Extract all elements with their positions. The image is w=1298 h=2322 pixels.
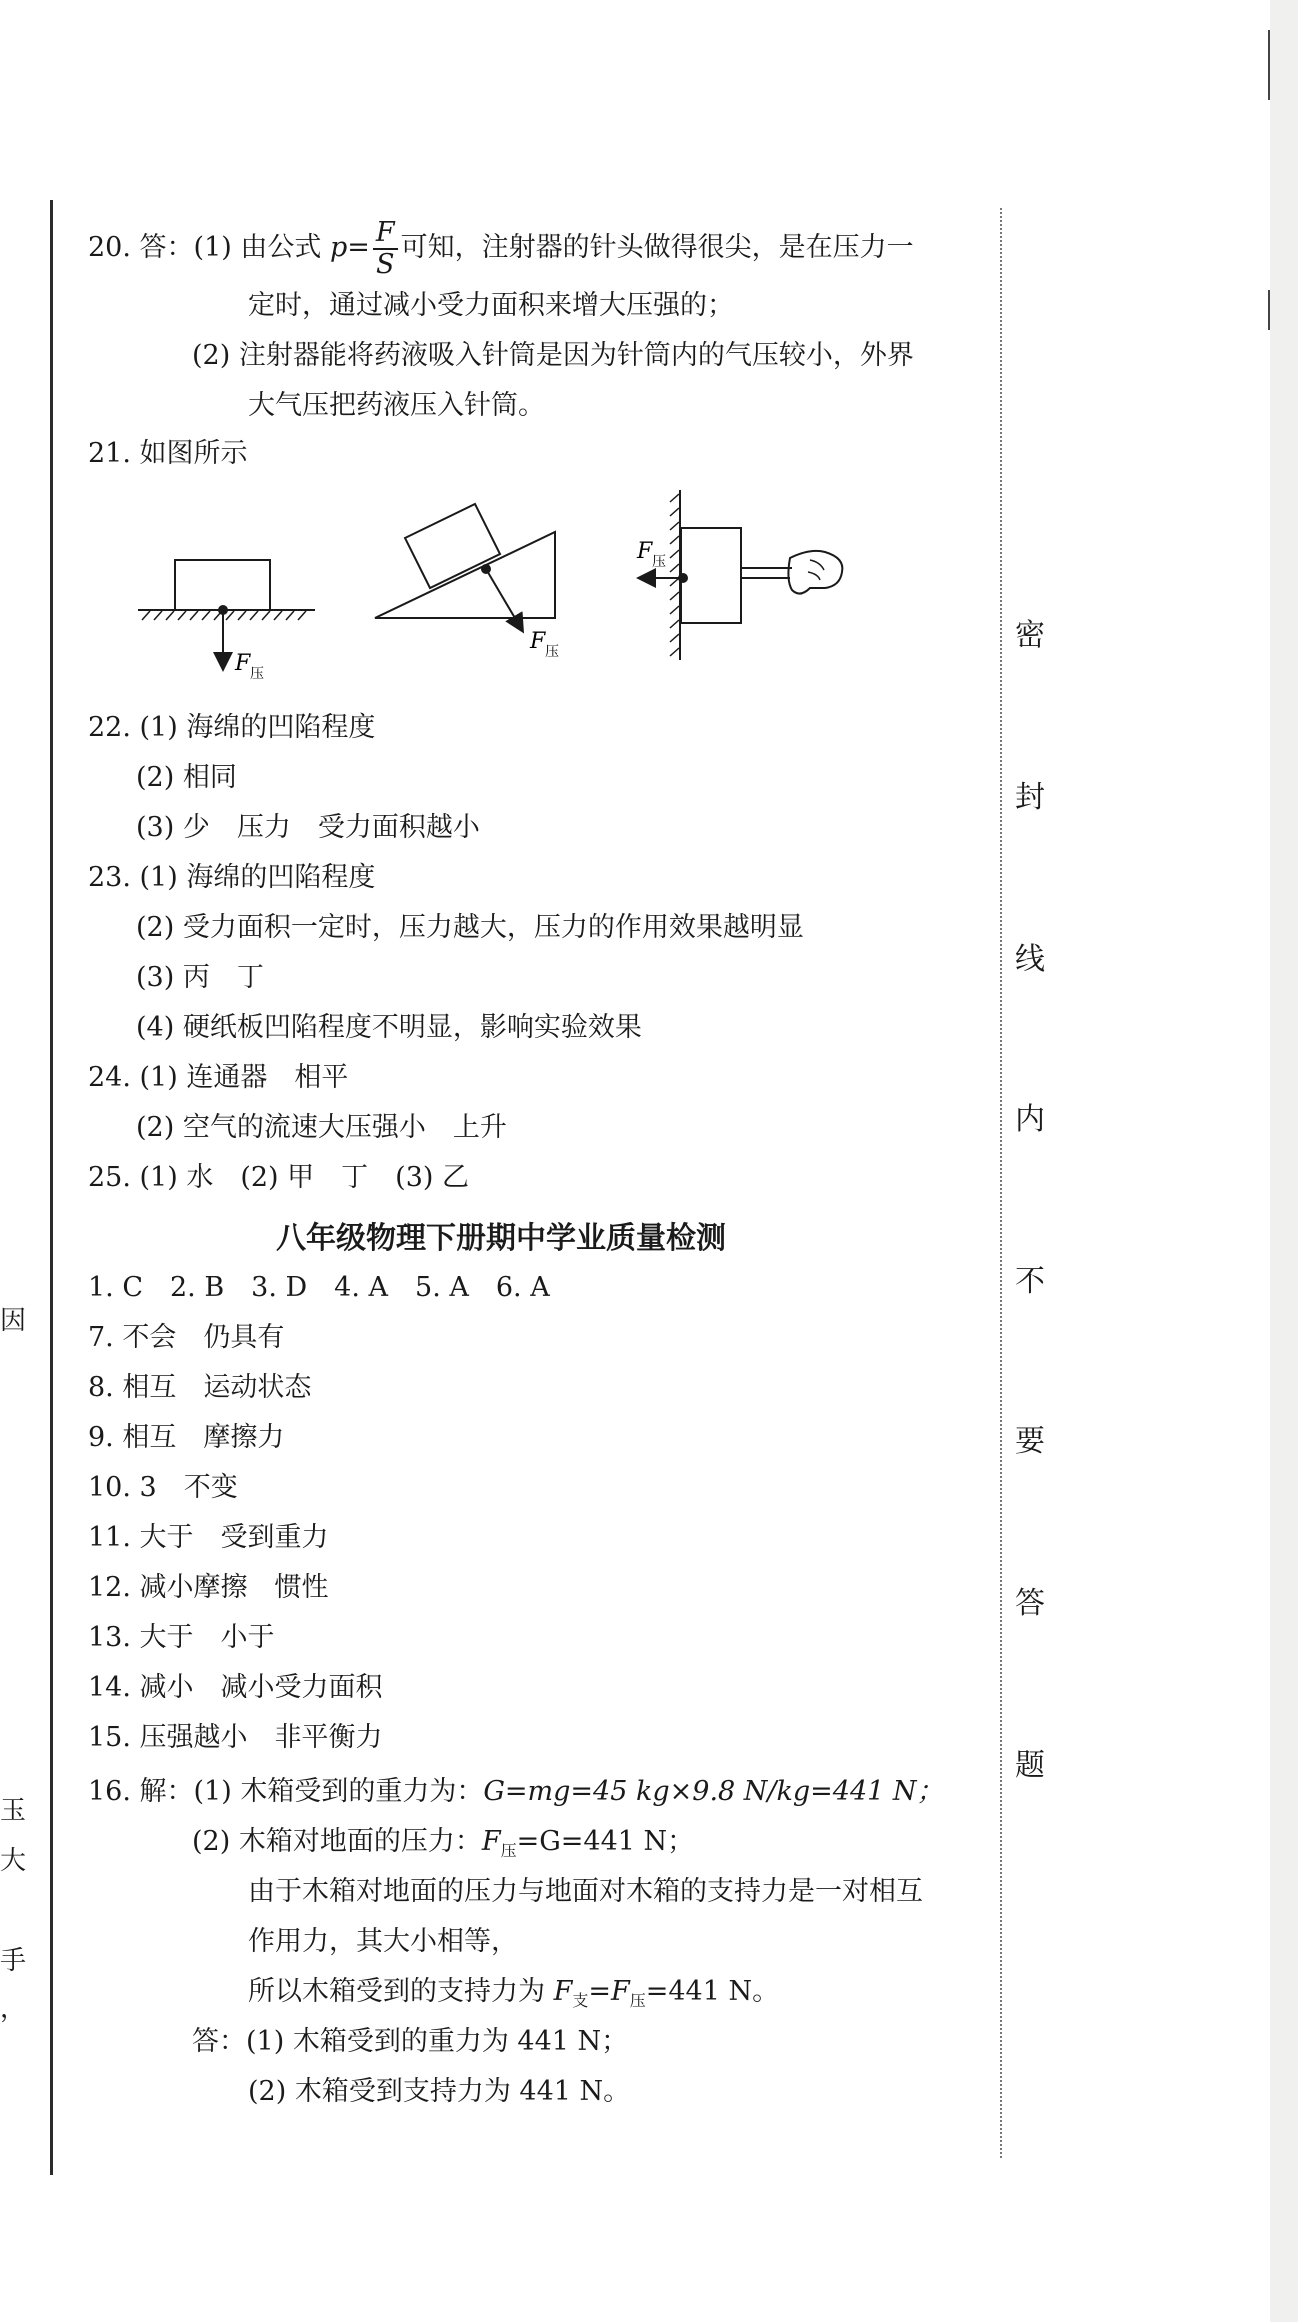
q16-answer-line1: 答：(1) 木箱受到的重力为 441 N； xyxy=(192,2026,629,2057)
seal-char: 封 xyxy=(1015,780,1045,815)
q16-line1: 16. 解：(1) 木箱受到的重力为：G=mg=45 kg×9.8 N/kg=441 N； xyxy=(88,1776,944,1807)
force-sub-2: 压 xyxy=(545,644,559,660)
q23-line1: 23. (1) 海绵的凹陷程度 xyxy=(88,862,376,893)
force-diagrams xyxy=(120,480,880,690)
seal-char: 密 xyxy=(1015,618,1045,653)
force-label-3: F xyxy=(637,539,653,564)
q25-line: 25. (1) 水 (2) 甲 丁 (3) 乙 xyxy=(88,1162,470,1193)
q24-line2: (2) 空气的流速大压强小 上升 xyxy=(136,1112,507,1143)
edge-char: 因 xyxy=(0,1306,27,1336)
q23-line4: (4) 硬纸板凹陷程度不明显，影响实验效果 xyxy=(136,1012,642,1043)
answers-line-8: 8. 相互 运动状态 xyxy=(88,1372,312,1403)
q20-line1: 20. 答：(1) 由公式 p= $\frac{F}{S}$ 可知，注射器的针头做得很尖，是在压力一 xyxy=(88,217,914,280)
q16-line4: 作用力，其大小相等， xyxy=(248,1926,518,1957)
force-label-1: F xyxy=(235,651,251,676)
edge-char: 大 xyxy=(0,1846,27,1876)
edge-char: ， xyxy=(0,1994,27,2024)
q23-line2: (2) 受力面积一定时，压力越大，压力的作用效果越明显 xyxy=(136,912,804,943)
answers-line-11: 11. 大于 受到重力 xyxy=(88,1522,329,1553)
left-margin-line xyxy=(50,200,53,2175)
diagram-box-on-ground xyxy=(138,560,315,682)
seal-char: 线 xyxy=(1015,942,1045,977)
answers-line-10: 10. 3 不变 xyxy=(88,1472,238,1503)
answers-line-13: 13. 大于 小于 xyxy=(88,1622,275,1653)
edge-char: 玉 xyxy=(0,1796,27,1826)
section-title: 八年级物理下册期中学业质量检测 xyxy=(276,1221,726,1256)
q20-part2-line1: (2) 注射器能将药液吸入针筒是因为针筒内的气压较小，外界 xyxy=(192,340,914,371)
answers-line-15: 15. 压强越小 非平衡力 xyxy=(88,1722,383,1753)
q16-answer-line2: (2) 木箱受到支持力为 441 N。 xyxy=(248,2076,631,2107)
q16-line5: 所以木箱受到的支持力为 $F_支=F_压=441$ N。 xyxy=(248,1976,780,2010)
answers-line-12: 12. 减小摩擦 惯性 xyxy=(88,1572,329,1603)
seal-char: 内 xyxy=(1015,1102,1045,1137)
edge-char: 手 xyxy=(0,1946,27,1976)
q22-line1: 22. (1) 海绵的凹陷程度 xyxy=(88,712,376,743)
seal-char: 要 xyxy=(1015,1424,1045,1459)
seal-char: 答 xyxy=(1015,1586,1045,1621)
answers-line-14: 14. 减小 减小受力面积 xyxy=(88,1672,383,1703)
answers-line-1: 1. C 2. B 3. D 4. A 5. A 6. A xyxy=(88,1272,550,1303)
q23-line3: (3) 丙 丁 xyxy=(136,962,264,993)
seal-char: 不 xyxy=(1015,1264,1045,1299)
diagram-block-on-wall xyxy=(636,490,842,660)
q24-line1: 24. (1) 连通器 相平 xyxy=(88,1062,349,1093)
q16-line2: (2) 木箱对地面的压力：$F_压=G=441$ N； xyxy=(192,1826,695,1860)
q21-text: 21. 如图所示 xyxy=(88,438,248,469)
answers-line-9: 9. 相互 摩擦力 xyxy=(88,1422,285,1453)
pressure-fraction: $\frac{F}{S}$ xyxy=(373,218,398,279)
q16-line3: 由于木箱对地面的压力与地面对木箱的支持力是一对相互 xyxy=(248,1876,923,1907)
force-sub-1: 压 xyxy=(250,666,264,682)
force-label-2: F xyxy=(530,629,546,654)
force-sub-3: 压 xyxy=(652,554,666,570)
q20-line2: 定时，通过减小受力面积来增大压强的； xyxy=(248,290,734,321)
q22-line3: (3) 少 压力 受力面积越小 xyxy=(136,812,480,843)
diagram-box-on-incline xyxy=(375,504,559,660)
q20-part2-line2: 大气压把药液压入针筒。 xyxy=(248,390,545,421)
scan-edge-strip xyxy=(1270,0,1298,2322)
q22-line2: (2) 相同 xyxy=(136,762,237,793)
seal-char: 题 xyxy=(1015,1748,1045,1783)
answers-line-7: 7. 不会 仍具有 xyxy=(88,1322,285,1353)
seal-dotted-line xyxy=(1000,208,1002,2158)
